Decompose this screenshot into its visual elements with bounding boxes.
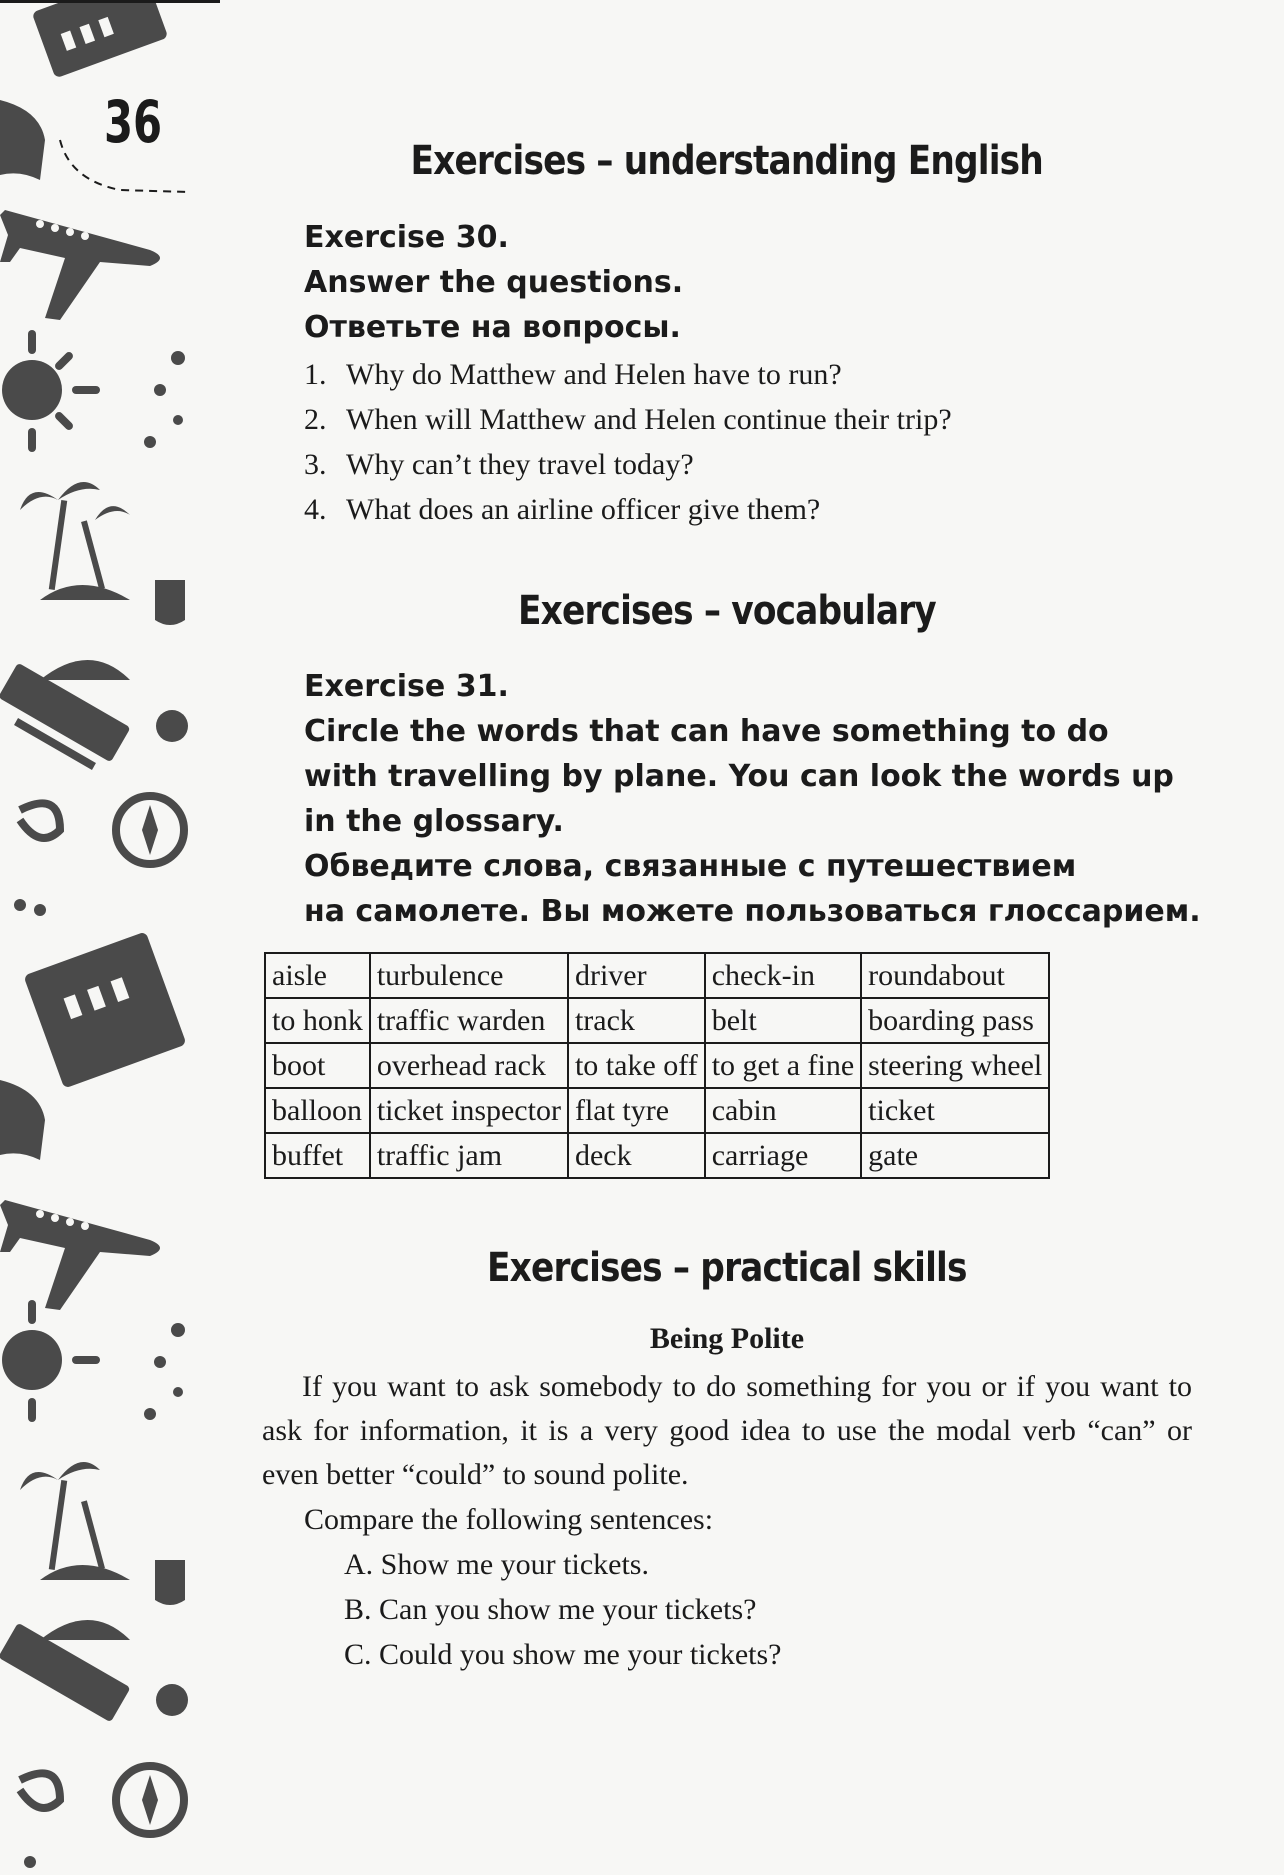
list-item: B. Can you show me your tickets?	[344, 1593, 757, 1626]
luggage-tag-icon	[155, 580, 185, 625]
option-list	[344, 1542, 781, 1677]
building-icon	[23, 931, 186, 1088]
question-list	[304, 352, 1194, 532]
table-row	[265, 1133, 1049, 1178]
list-item: 3. Why can’t they travel today?	[304, 448, 694, 481]
table-cell[interactable]: carriage	[705, 1133, 861, 1178]
table-cell[interactable]: driver	[568, 953, 705, 998]
list-item: A. Show me your tickets.	[344, 1548, 649, 1581]
table-cell[interactable]: to get a fine	[705, 1043, 861, 1088]
sun-icon	[2, 1300, 100, 1422]
table-cell[interactable]: deck	[568, 1133, 705, 1178]
building-icon	[32, 0, 169, 78]
table-row	[265, 1043, 1049, 1088]
table-cell[interactable]: boot	[265, 1043, 370, 1088]
table-cell[interactable]: to honk	[265, 998, 370, 1043]
table-row	[265, 953, 1049, 998]
page-content	[262, 0, 1201, 1875]
table-cell[interactable]: ticket inspector	[370, 1088, 568, 1133]
palm-tree-icon	[20, 482, 130, 600]
luggage-tag-icon	[155, 1560, 185, 1605]
instruction-ru-line: Обведите слова, связанные с путешествием	[304, 849, 1077, 884]
table-cell[interactable]: turbulence	[370, 953, 568, 998]
table-cell[interactable]: boarding pass	[861, 998, 1049, 1043]
table-cell[interactable]: aisle	[265, 953, 370, 998]
list-item: 4. What does an airline officer give them?	[304, 493, 821, 526]
airplane-icon	[0, 1200, 160, 1310]
table-cell[interactable]: to take off	[568, 1043, 705, 1088]
instruction-en-line: with travelling by plane. You can look the words up	[304, 759, 1174, 794]
exercise-label: Exercise 31.	[304, 669, 509, 704]
exercise-30-header	[304, 215, 1194, 350]
table-cell[interactable]: track	[568, 998, 705, 1043]
airplane-icon	[0, 210, 160, 320]
compare-intro: Compare the following sentences:	[304, 1503, 714, 1536]
sun-icon	[2, 330, 100, 452]
beach-chair-icon	[0, 1620, 131, 1722]
section-title-practical: Exercises – practical skills	[487, 1245, 967, 1291]
table-cell[interactable]: roundabout	[861, 953, 1049, 998]
list-item: 2. When will Matthew and Helen continue their trip?	[304, 403, 952, 436]
exercise-label: Exercise 30.	[304, 220, 509, 255]
subtitle-being-polite: Being Polite	[649, 1322, 805, 1355]
instruction-ru: Ответьте на вопросы.	[304, 310, 681, 345]
top-rule	[0, 0, 220, 3]
instruction-en-line: in the glossary.	[304, 804, 564, 839]
exercise-31-header	[304, 664, 1201, 934]
table-row	[265, 1088, 1049, 1133]
beach-chair-icon	[0, 660, 131, 770]
palm-tree-icon	[20, 1462, 130, 1580]
list-item: C. Could you show me your tickets?	[344, 1638, 782, 1671]
table-cell[interactable]: balloon	[265, 1088, 370, 1133]
table-cell[interactable]: gate	[861, 1133, 1049, 1178]
table-cell[interactable]: ticket	[861, 1088, 1049, 1133]
table-cell[interactable]: traffic jam	[370, 1133, 568, 1178]
section-title-understanding: Exercises – understanding English	[410, 138, 1044, 184]
table-cell[interactable]: belt	[705, 998, 861, 1043]
page-number: 36	[103, 88, 163, 156]
table-cell[interactable]: cabin	[705, 1088, 861, 1133]
compass-icon	[116, 796, 184, 864]
list-item: 1. Why do Matthew and Helen have to run?	[304, 358, 842, 391]
table-cell[interactable]: flat tyre	[568, 1088, 705, 1133]
compass-icon	[116, 1766, 184, 1834]
table-cell[interactable]: check-in	[705, 953, 861, 998]
vocabulary-table	[264, 952, 1050, 1179]
instruction-en: Answer the questions.	[304, 265, 684, 300]
instruction-en-line: Circle the words that can have something to do	[304, 714, 1109, 749]
instruction-ru-line: на самолете. Вы можете пользоваться глоссарием.	[304, 894, 1201, 929]
table-cell[interactable]: overhead rack	[370, 1043, 568, 1088]
intro-paragraph: If you want to ask somebody to do something for you or if you want to ask for information, it is a very good idea to use the modal verb “can” or even better “could” to sound polite.	[262, 1370, 1192, 1491]
table-cell[interactable]: traffic warden	[370, 998, 568, 1043]
table-cell[interactable]: steering wheel	[861, 1043, 1049, 1088]
section-title-vocabulary: Exercises – vocabulary	[518, 588, 936, 634]
table-row	[265, 998, 1049, 1043]
table-cell[interactable]: buffet	[265, 1133, 370, 1178]
decorative-side-strip	[0, 0, 188, 1875]
